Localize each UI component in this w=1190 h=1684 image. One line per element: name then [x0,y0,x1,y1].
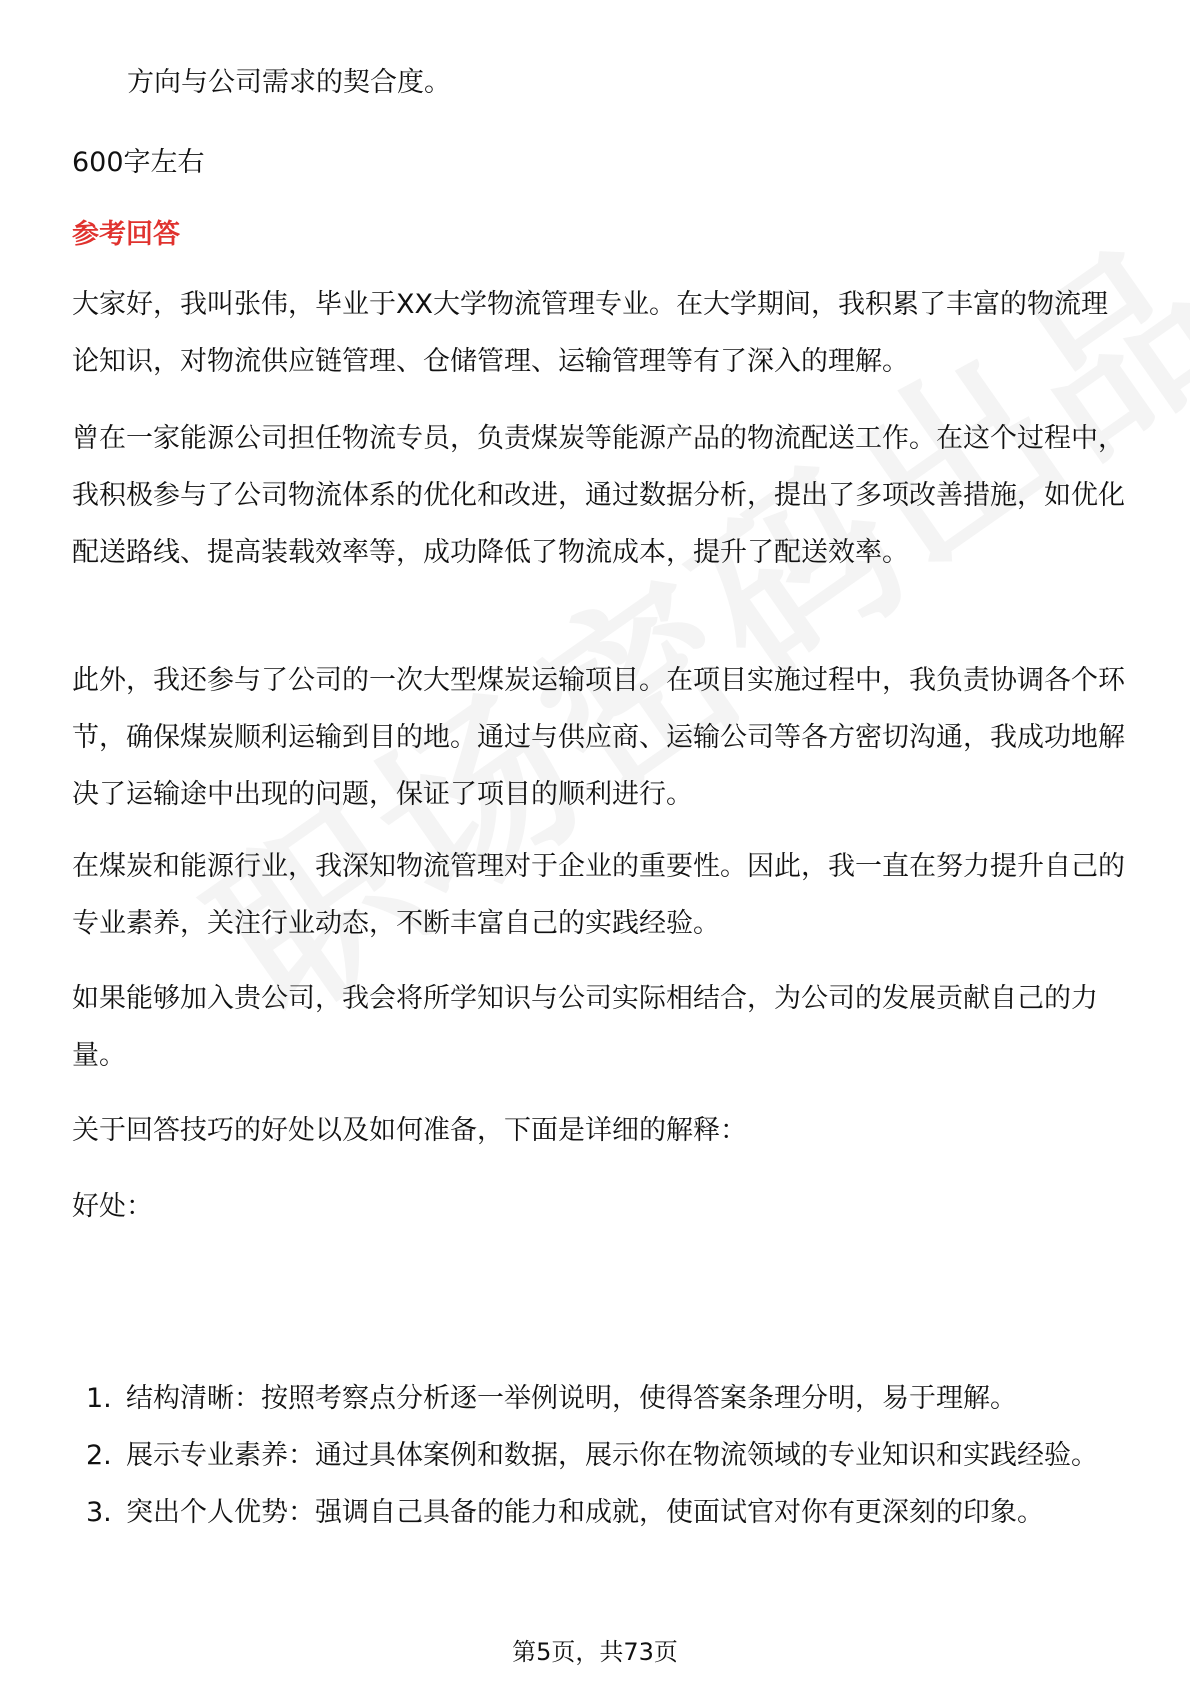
list-number: 2. [86,1440,112,1471]
list-item [72,1370,1132,1427]
list-item-text: 突出个人优势：强调自己具备的能力和成就，使面试官对你有更深刻的印象。 [126,1497,1044,1528]
tips-intro: 关于回答技巧的好处以及如何准备，下面是详细的解释： [72,1115,747,1146]
paragraph-intro: 大家好，我叫张伟，毕业于XX大学物流管理专业。在大学期间，我积累了丰富的物流理论知识，对物流供应链管理、仓储管理、运输管理等有了深入的理解。 [72,289,1108,377]
benefits-heading: 好处： [72,1191,153,1222]
list-item [72,1484,1132,1541]
paragraph-experience: 曾在一家能源公司担任物流专员，负责煤炭等能源产品的物流配送工作。在这个过程中，我积极参与了公司物流体系的优化和改进，通过数据分析，提出了多项改善措施，如优化配送路线、提高装载效率等，成功降低了物流成本，提升了配送效率。 [72,423,1125,568]
word-count-note: 600字左右 [72,147,205,178]
continued-line: 方向与公司需求的契合度。 [127,67,451,98]
list-item [72,1427,1132,1484]
paragraph-industry: 在煤炭和能源行业，我深知物流管理对于企业的重要性。因此，我一直在努力提升自己的专业素养，关注行业动态，不断丰富自己的实践经验。 [72,851,1125,939]
paragraph-project: 此外，我还参与了公司的一次大型煤炭运输项目。在项目实施过程中，我负责协调各个环节，确保煤炭顺利运输到目的地。通过与供应商、运输公司等各方密切沟通，我成功地解决了运输途中出现的问题，保证了项目的顺利进行。 [72,665,1125,810]
list-number: 3. [86,1497,112,1528]
list-number: 1. [86,1383,112,1414]
list-item-text: 展示专业素养：通过具体案例和数据，展示你在物流领域的专业知识和实践经验。 [126,1440,1098,1471]
list-item-text: 结构清晰：按照考察点分析逐一举例说明，使得答案条理分明，易于理解。 [126,1383,1017,1414]
paragraph-closing: 如果能够加入贵公司，我会将所学知识与公司实际相结合，为公司的发展贡献自己的力量。 [72,983,1098,1071]
answer-heading: 参考回答 [72,219,180,250]
benefits-list [72,1370,1132,1541]
page-footer: 第5页，共73页 [512,1638,678,1666]
